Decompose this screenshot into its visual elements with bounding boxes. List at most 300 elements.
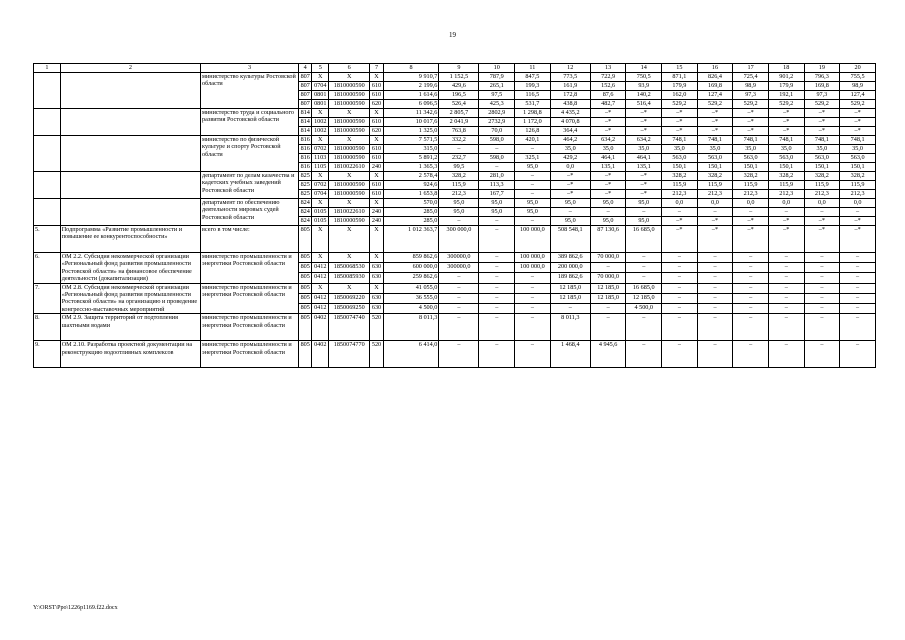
data-cell: 526,4 [439,100,479,109]
data-cell: – [479,341,515,368]
data-cell: 240 [370,163,383,172]
data-cell: 7 571,5 [383,136,439,145]
data-cell: 212,3 [733,190,769,199]
data-cell: 570,0 [383,199,439,208]
data-cell: 1850085930 [329,273,370,283]
program-name-cell: Подпрограмма «Развитие промышленности и повышение ее конкурентоспособности» [60,226,200,253]
data-cell: 1 298,8 [515,109,551,118]
data-cell: – [626,273,662,283]
data-cell: – [662,253,698,263]
data-cell: –* [550,181,590,190]
data-cell: 901,2 [768,73,804,82]
data-cell: 87 130,6 [590,226,626,253]
data-cell: 0,0 [550,163,590,172]
executor-cell: всего в том числе: [201,226,299,253]
data-cell: – [768,314,804,341]
data-cell: 328,2 [768,172,804,181]
data-cell: 630 [370,304,383,314]
column-number: 3 [201,64,299,73]
data-cell: 389 862,6 [550,253,590,263]
data-cell: 97,3 [733,91,769,100]
data-cell: – [590,208,626,217]
program-name-cell [60,172,200,199]
data-cell: 1810000590 [329,118,370,127]
data-cell: 816 [299,145,312,154]
data-cell: – [662,293,698,303]
column-number: 6 [329,64,370,73]
data-cell: X [370,109,383,118]
data-cell: – [804,304,840,314]
data-cell: – [733,304,769,314]
data-cell: 1 468,4 [550,341,590,368]
data-cell: X [312,136,329,145]
data-cell: 610 [370,118,383,127]
data-cell: 172,8 [550,91,590,100]
data-cell: 240 [370,217,383,226]
data-cell: – [733,341,769,368]
data-cell: – [840,208,876,217]
data-cell: – [479,293,515,303]
data-cell: 600 000,0 [383,263,439,273]
data-cell: – [804,283,840,293]
data-cell: 179,9 [768,82,804,91]
data-cell: – [768,283,804,293]
data-cell: 93,9 [626,82,662,91]
data-cell: 825 [299,181,312,190]
file-path-footer: Y:\ORST\Ppo\1226p1169.f22.docx [33,605,118,611]
data-cell: – [697,304,733,314]
data-cell: 1810022610 [329,208,370,217]
data-cell: 16 685,0 [626,283,662,293]
data-cell: – [662,283,698,293]
data-cell: – [768,263,804,273]
data-cell: 0704 [312,190,329,199]
data-cell: 0412 [312,263,329,273]
data-cell: 529,2 [662,100,698,109]
data-cell: X [329,253,370,263]
data-cell: 150,1 [697,163,733,172]
data-cell: 824 [299,208,312,217]
executor-cell: министерство труда и социального развития Ростовской области [201,109,299,136]
data-cell: 212,3 [804,190,840,199]
data-cell: 35,0 [626,145,662,154]
column-number: 2 [60,64,200,73]
data-cell: 0702 [312,181,329,190]
data-cell: –* [590,190,626,199]
data-cell: 1850068530 [329,263,370,273]
data-cell: – [515,304,551,314]
data-cell: – [439,283,479,293]
data-cell: 520 [370,341,383,368]
data-cell: 563,0 [662,154,698,163]
data-cell: 805 [299,263,312,273]
data-cell: X [329,73,370,82]
data-cell: 805 [299,293,312,303]
data-cell: 610 [370,181,383,190]
data-cell: – [804,208,840,217]
data-cell: 259 862,6 [383,273,439,283]
data-cell: 807 [299,100,312,109]
program-name-cell: ОМ 2.9. Защита территорий от подтопления шахтными водами [60,314,200,341]
data-cell: –* [840,109,876,118]
data-cell: 610 [370,82,383,91]
data-cell: 871,1 [662,73,698,82]
data-cell: 0412 [312,293,329,303]
data-cell: 814 [299,118,312,127]
data-cell: 192,1 [768,91,804,100]
data-cell: X [329,109,370,118]
data-cell: –* [840,217,876,226]
table-row [34,253,876,263]
data-cell: –* [733,118,769,127]
row-number-cell [34,199,61,226]
data-cell: – [768,293,804,303]
data-cell: 1 325,0 [383,127,439,136]
data-cell: – [479,253,515,263]
data-cell: 620 [370,100,383,109]
data-cell: – [697,293,733,303]
data-cell: 0,0 [697,199,733,208]
data-cell: 1002 [312,127,329,136]
data-cell: 95,0 [626,217,662,226]
data-cell: 1 614,6 [383,91,439,100]
data-cell: 12 185,0 [550,293,590,303]
data-cell: – [733,263,769,273]
data-cell: 0402 [312,314,329,341]
data-cell: 2 199,6 [383,82,439,91]
data-cell: –* [626,118,662,127]
data-cell: 9 910,7 [383,73,439,82]
table-row [34,283,876,293]
data-cell: 1810000590 [329,154,370,163]
data-cell: –* [733,127,769,136]
data-cell: 95,0 [439,208,479,217]
data-cell: – [479,283,515,293]
data-cell: – [840,341,876,368]
data-cell: 1810000590 [329,217,370,226]
data-cell: – [439,341,479,368]
data-cell: – [840,263,876,273]
data-cell: –* [768,127,804,136]
data-cell: –* [626,172,662,181]
program-name-cell: ОМ 2.8. Субсидия некоммерческой организации «Региональный фонд развития промышленности Ростовской области» на организацию и проведение конгрессно-выставочных мероприятий [60,283,200,314]
data-cell: 200 000,0 [550,263,590,273]
data-cell: – [697,208,733,217]
data-cell: 1810000590 [329,145,370,154]
table-row [34,341,876,368]
data-cell: 364,4 [550,127,590,136]
data-cell: – [515,341,551,368]
data-cell: – [439,314,479,341]
data-cell: – [439,304,479,314]
data-cell: 95,0 [590,217,626,226]
data-cell: 529,2 [697,100,733,109]
data-cell: 100 000,0 [515,253,551,263]
budget-table [33,63,876,368]
data-cell: X [370,253,383,263]
data-cell: 328,2 [662,172,698,181]
table-row [34,314,876,341]
data-cell: 598,0 [479,154,515,163]
data-cell: –* [768,217,804,226]
data-cell: 212,3 [697,190,733,199]
data-cell: 805 [299,314,312,341]
table-header-row [34,64,876,73]
row-number-cell: 7. [34,283,61,314]
column-number: 9 [439,64,479,73]
data-cell: 115,9 [662,181,698,190]
data-cell: 95,0 [550,217,590,226]
data-cell: 169,8 [697,82,733,91]
data-cell: –* [662,109,698,118]
data-cell: –* [550,190,590,199]
data-cell: 630 [370,293,383,303]
data-cell: 520 [370,314,383,341]
data-cell: 127,4 [840,91,876,100]
data-cell: – [626,253,662,263]
data-cell: 95,0 [479,208,515,217]
table-row [34,226,876,253]
data-cell: 787,9 [479,73,515,82]
data-cell: X [329,172,370,181]
data-cell: 531,7 [515,100,551,109]
data-cell: 1 653,8 [383,190,439,199]
data-cell: 805 [299,304,312,314]
data-cell: X [312,283,329,293]
data-cell: – [697,263,733,273]
data-cell: 1810000590 [329,91,370,100]
data-cell: 0702 [312,145,329,154]
data-cell: –* [840,226,876,253]
data-cell: 179,9 [662,82,698,91]
data-cell: 0801 [312,100,329,109]
data-cell: 35,0 [768,145,804,154]
column-number: 7 [370,64,383,73]
data-cell: 196,5 [439,91,479,100]
data-cell: 816 [299,163,312,172]
data-cell: –* [626,190,662,199]
data-cell: – [733,208,769,217]
data-cell: 1810000590 [329,100,370,109]
data-cell: 5 891,2 [383,154,439,163]
column-number: 16 [697,64,733,73]
data-cell: X [370,172,383,181]
data-cell: –* [804,217,840,226]
data-cell: X [312,199,329,208]
data-cell: 814 [299,127,312,136]
data-cell: – [479,304,515,314]
data-cell: – [439,217,479,226]
data-cell: 199,3 [515,82,551,91]
data-cell: –* [804,118,840,127]
data-cell: 816 [299,154,312,163]
data-cell: 4 500,0 [383,304,439,314]
data-cell: 610 [370,145,383,154]
data-cell: – [804,273,840,283]
data-cell: 0,0 [662,199,698,208]
data-cell: 1810000590 [329,181,370,190]
data-cell: – [733,273,769,283]
data-cell: 70 000,0 [590,273,626,283]
row-number-cell [34,109,61,136]
data-cell: 529,2 [733,100,769,109]
data-cell: 824 [299,217,312,226]
data-cell: –* [590,181,626,190]
data-cell: – [662,273,698,283]
column-number: 14 [626,64,662,73]
data-cell: 2 578,4 [383,172,439,181]
data-cell: –* [626,109,662,118]
data-cell: 0,0 [840,199,876,208]
data-cell: 748,1 [840,136,876,145]
executor-cell: министерство промышленности и энергетики Ростовской области [201,341,299,368]
data-cell: 634,2 [590,136,626,145]
data-cell: 563,0 [840,154,876,163]
data-cell: 95,0 [626,199,662,208]
data-cell: 482,7 [590,100,626,109]
data-cell: – [733,253,769,263]
data-cell: 100 000,0 [515,263,551,273]
data-cell: – [515,181,551,190]
data-cell: 859 862,6 [383,253,439,263]
data-cell: 0105 [312,208,329,217]
data-cell: 610 [370,190,383,199]
data-cell: 232,7 [439,154,479,163]
data-cell: 150,1 [733,163,769,172]
data-cell: 0412 [312,304,329,314]
data-cell: 1 365,3 [383,163,439,172]
data-cell: 750,5 [626,73,662,82]
data-cell: –* [662,217,698,226]
data-cell: 1 012 363,7 [383,226,439,253]
data-cell: X [312,226,329,253]
executor-cell: департамент по делам казачества и кадетских учебных заведений Ростовской области [201,172,299,199]
data-cell: 150,1 [840,163,876,172]
data-cell: 563,0 [733,154,769,163]
data-cell: 1850069250 [329,304,370,314]
data-cell: 212,3 [662,190,698,199]
data-cell: 796,3 [804,73,840,82]
data-cell: X [370,73,383,82]
data-cell: 325,1 [515,154,551,163]
data-cell: – [840,314,876,341]
data-cell: 0,0 [768,199,804,208]
data-cell: – [662,263,698,273]
data-cell: –* [804,226,840,253]
data-cell: 1002 [312,118,329,127]
data-cell: – [479,263,515,273]
data-cell: 826,4 [697,73,733,82]
data-cell: 1810022610 [329,163,370,172]
data-cell: – [479,217,515,226]
data-cell: –* [590,118,626,127]
data-cell: X [329,199,370,208]
data-cell: 807 [299,73,312,82]
data-cell: 12 185,0 [590,293,626,303]
data-cell: 0704 [312,82,329,91]
column-number: 20 [840,64,876,73]
data-cell: – [479,145,515,154]
data-cell: – [804,314,840,341]
column-number: 8 [383,64,439,73]
data-cell: 95,0 [515,208,551,217]
data-cell: 126,8 [515,127,551,136]
data-cell: 127,4 [697,91,733,100]
data-cell: X [370,199,383,208]
data-cell: 630 [370,263,383,273]
data-cell: – [590,263,626,273]
data-cell: 332,2 [439,136,479,145]
row-number-cell: 8. [34,314,61,341]
executor-cell: министерство промышленности и энергетики Ростовской области [201,253,299,284]
data-cell: – [439,293,479,303]
data-cell: 35,0 [840,145,876,154]
data-cell: X [370,136,383,145]
data-cell: 1850074770 [329,341,370,368]
executor-cell: министерство по физической культуре и спорту Ростовской области [201,136,299,172]
program-name-cell: ОМ 2.2. Субсидия некоммерческой организации «Региональный фонд развития промышленности Ростовской области» на финансовое обеспечение деятельности (докапитализация) [60,253,200,284]
data-cell: 161,9 [550,82,590,91]
data-cell: – [550,208,590,217]
data-cell: – [479,314,515,341]
data-cell: – [697,273,733,283]
data-cell: 281,0 [479,172,515,181]
data-cell: 98,9 [733,82,769,91]
data-cell: 0105 [312,217,329,226]
row-number-cell: 5. [34,226,61,253]
data-cell: –* [840,118,876,127]
data-cell: 70 000,0 [590,253,626,263]
data-cell: 95,0 [515,163,551,172]
data-cell: 285,0 [383,208,439,217]
data-cell: 464,1 [626,154,662,163]
data-cell: 95,0 [515,199,551,208]
data-cell: –* [697,226,733,253]
data-cell: 300 000,0 [439,226,479,253]
data-cell: – [662,208,698,217]
data-cell: 167,7 [479,190,515,199]
data-cell: 1810000590 [329,127,370,136]
data-cell: 634,2 [626,136,662,145]
data-cell: –* [590,127,626,136]
data-cell: –* [662,226,698,253]
data-cell: 563,0 [697,154,733,163]
data-cell: – [515,283,551,293]
data-cell: 41 055,0 [383,283,439,293]
data-cell: 95,0 [439,199,479,208]
data-cell: 328,2 [840,172,876,181]
data-cell: 12 185,0 [626,293,662,303]
data-cell: – [515,293,551,303]
column-number: 4 [299,64,312,73]
data-cell: –* [804,127,840,136]
data-cell: 598,0 [479,136,515,145]
data-cell: 773,5 [550,73,590,82]
data-cell: 725,4 [733,73,769,82]
data-cell: 116,5 [515,91,551,100]
data-cell: 816 [299,136,312,145]
row-number-cell [34,136,61,172]
column-number: 1 [34,64,61,73]
data-cell: 0,0 [733,199,769,208]
table-row [34,109,876,118]
data-cell: 95,0 [479,199,515,208]
data-cell: 95,0 [550,199,590,208]
data-cell: –* [840,127,876,136]
data-cell: 97,5 [479,91,515,100]
data-cell: 2 041,9 [439,118,479,127]
data-cell: – [840,304,876,314]
